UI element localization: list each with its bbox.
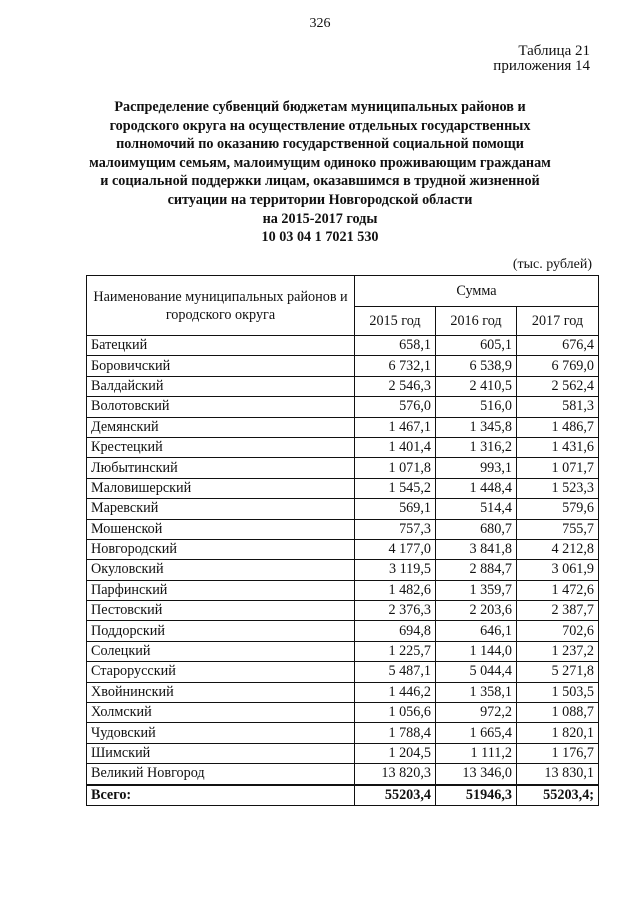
table-row bbox=[87, 458, 599, 478]
value-2016: 6 538,9 bbox=[436, 356, 517, 376]
value-2015: 658,1 bbox=[355, 336, 436, 356]
table-row bbox=[87, 560, 599, 580]
table-row bbox=[87, 723, 599, 743]
district-name: Пестовский bbox=[87, 601, 355, 621]
value-2015: 1 071,8 bbox=[355, 458, 436, 478]
value-2017: 2 562,4 bbox=[517, 376, 599, 396]
title-line: на 2015-2017 годы bbox=[262, 210, 378, 227]
table-row bbox=[87, 519, 599, 539]
table-ref-line-2: приложения 14 bbox=[493, 58, 590, 74]
value-2015: 1 467,1 bbox=[355, 417, 436, 437]
value-2015: 576,0 bbox=[355, 397, 436, 417]
total-2015: 55203,4 bbox=[355, 785, 436, 806]
value-2015: 569,1 bbox=[355, 499, 436, 519]
table-row bbox=[87, 336, 599, 356]
budget-code: 10 03 04 1 7021 530 bbox=[261, 229, 379, 246]
value-2017: 1 088,7 bbox=[517, 703, 599, 723]
title-line: городского округа на осуществление отдельных государственных bbox=[109, 117, 531, 134]
value-2016: 646,1 bbox=[436, 621, 517, 641]
district-name: Старорусский bbox=[87, 662, 355, 682]
value-2016: 1 345,8 bbox=[436, 417, 517, 437]
value-2016: 13 346,0 bbox=[436, 764, 517, 785]
table-body bbox=[87, 336, 599, 806]
value-2016: 2 203,6 bbox=[436, 601, 517, 621]
value-2015: 3 119,5 bbox=[355, 560, 436, 580]
value-2015: 1 401,4 bbox=[355, 437, 436, 457]
value-2015: 694,8 bbox=[355, 621, 436, 641]
value-2017: 1 820,1 bbox=[517, 723, 599, 743]
value-2017: 2 387,7 bbox=[517, 601, 599, 621]
total-row bbox=[87, 785, 599, 806]
district-name: Боровичский bbox=[87, 356, 355, 376]
units-label: (тыс. рублей) bbox=[512, 257, 592, 272]
value-2017: 13 830,1 bbox=[517, 764, 599, 785]
total-2016: 51946,3 bbox=[436, 785, 517, 806]
table-reference bbox=[493, 44, 590, 74]
column-header-2016: 2016 год bbox=[436, 307, 517, 336]
total-2017: 55203,4; bbox=[517, 785, 599, 806]
value-2017: 1 431,6 bbox=[517, 437, 599, 457]
table-row bbox=[87, 580, 599, 600]
value-2016: 1 144,0 bbox=[436, 641, 517, 661]
value-2017: 4 212,8 bbox=[517, 539, 599, 559]
table-ref-line-1: Таблица 21 bbox=[518, 43, 590, 59]
district-name: Маловишерский bbox=[87, 478, 355, 498]
value-2015: 1 446,2 bbox=[355, 682, 436, 702]
value-2015: 1 056,6 bbox=[355, 703, 436, 723]
table-row bbox=[87, 682, 599, 702]
table-row bbox=[87, 764, 599, 785]
value-2017: 1 071,7 bbox=[517, 458, 599, 478]
title-line: полномочий по оказанию государственной социальной помощи bbox=[116, 136, 524, 153]
value-2017: 581,3 bbox=[517, 397, 599, 417]
title-line: и социальной поддержки лицам, оказавшимся в трудной жизненной bbox=[100, 173, 540, 190]
value-2017: 1 472,6 bbox=[517, 580, 599, 600]
column-header-2015: 2015 год bbox=[355, 307, 436, 336]
table-row bbox=[87, 437, 599, 457]
value-2016: 516,0 bbox=[436, 397, 517, 417]
value-2016: 993,1 bbox=[436, 458, 517, 478]
district-name: Валдайский bbox=[87, 376, 355, 396]
table-row bbox=[87, 641, 599, 661]
total-label: Всего: bbox=[87, 785, 355, 806]
value-2016: 972,2 bbox=[436, 703, 517, 723]
value-2016: 1 358,1 bbox=[436, 682, 517, 702]
table-row bbox=[87, 499, 599, 519]
value-2016: 1 448,4 bbox=[436, 478, 517, 498]
value-2017: 6 769,0 bbox=[517, 356, 599, 376]
value-2016: 5 044,4 bbox=[436, 662, 517, 682]
value-2015: 1 545,2 bbox=[355, 478, 436, 498]
value-2017: 702,6 bbox=[517, 621, 599, 641]
value-2015: 757,3 bbox=[355, 519, 436, 539]
district-name: Хвойнинский bbox=[87, 682, 355, 702]
title-line: малоимущим семьям, малоимущим одиноко проживающим гражданам bbox=[89, 154, 551, 171]
value-2017: 1 237,2 bbox=[517, 641, 599, 661]
title-line: Распределение субвенций бюджетам муниципальных районов и bbox=[114, 99, 526, 115]
table-row bbox=[87, 417, 599, 437]
value-2016: 680,7 bbox=[436, 519, 517, 539]
district-name: Крестецкий bbox=[87, 437, 355, 457]
table-row bbox=[87, 376, 599, 396]
district-name: Шимский bbox=[87, 743, 355, 763]
value-2017: 5 271,8 bbox=[517, 662, 599, 682]
column-header-2017: 2017 год bbox=[517, 307, 599, 336]
value-2015: 5 487,1 bbox=[355, 662, 436, 682]
value-2017: 1 523,3 bbox=[517, 478, 599, 498]
table-row bbox=[87, 539, 599, 559]
value-2015: 4 177,0 bbox=[355, 539, 436, 559]
table-row bbox=[87, 703, 599, 723]
district-name: Окуловский bbox=[87, 560, 355, 580]
value-2015: 13 820,3 bbox=[355, 764, 436, 785]
table-row bbox=[87, 397, 599, 417]
column-header-sum: Сумма bbox=[355, 276, 599, 307]
district-name: Чудовский bbox=[87, 723, 355, 743]
value-2017: 579,6 bbox=[517, 499, 599, 519]
value-2016: 1 665,4 bbox=[436, 723, 517, 743]
district-name: Демянский bbox=[87, 417, 355, 437]
subvention-table bbox=[86, 275, 599, 806]
table-row bbox=[87, 743, 599, 763]
table-row bbox=[87, 478, 599, 498]
table-row bbox=[87, 621, 599, 641]
district-name: Мошенской bbox=[87, 519, 355, 539]
district-name: Маревский bbox=[87, 499, 355, 519]
value-2017: 755,7 bbox=[517, 519, 599, 539]
value-2015: 2 376,3 bbox=[355, 601, 436, 621]
value-2015: 2 546,3 bbox=[355, 376, 436, 396]
value-2016: 2 410,5 bbox=[436, 376, 517, 396]
district-name: Новгородский bbox=[87, 539, 355, 559]
district-name: Поддорский bbox=[87, 621, 355, 641]
value-2016: 1 316,2 bbox=[436, 437, 517, 457]
district-name: Холмский bbox=[87, 703, 355, 723]
page-number: 326 bbox=[309, 16, 331, 31]
value-2017: 3 061,9 bbox=[517, 560, 599, 580]
district-name: Волотовский bbox=[87, 397, 355, 417]
value-2015: 1 482,6 bbox=[355, 580, 436, 600]
value-2015: 1 788,4 bbox=[355, 723, 436, 743]
value-2015: 6 732,1 bbox=[355, 356, 436, 376]
value-2017: 1 503,5 bbox=[517, 682, 599, 702]
value-2016: 605,1 bbox=[436, 336, 517, 356]
district-name: Парфинский bbox=[87, 580, 355, 600]
district-name: Батецкий bbox=[87, 336, 355, 356]
value-2016: 2 884,7 bbox=[436, 560, 517, 580]
district-name: Солецкий bbox=[87, 641, 355, 661]
value-2017: 676,4 bbox=[517, 336, 599, 356]
title-line: ситуации на территории Новгородской области bbox=[167, 191, 473, 208]
value-2017: 1 176,7 bbox=[517, 743, 599, 763]
district-name: Великий Новгород bbox=[87, 764, 355, 785]
table-row bbox=[87, 662, 599, 682]
table-row bbox=[87, 601, 599, 621]
column-header-name: Наименование муниципальных районов и городского округа bbox=[87, 276, 355, 336]
district-name: Любытинский bbox=[87, 458, 355, 478]
value-2017: 1 486,7 bbox=[517, 417, 599, 437]
value-2016: 514,4 bbox=[436, 499, 517, 519]
value-2016: 3 841,8 bbox=[436, 539, 517, 559]
document-title bbox=[60, 98, 580, 247]
value-2016: 1 111,2 bbox=[436, 743, 517, 763]
value-2015: 1 225,7 bbox=[355, 641, 436, 661]
table-row bbox=[87, 356, 599, 376]
value-2015: 1 204,5 bbox=[355, 743, 436, 763]
value-2016: 1 359,7 bbox=[436, 580, 517, 600]
